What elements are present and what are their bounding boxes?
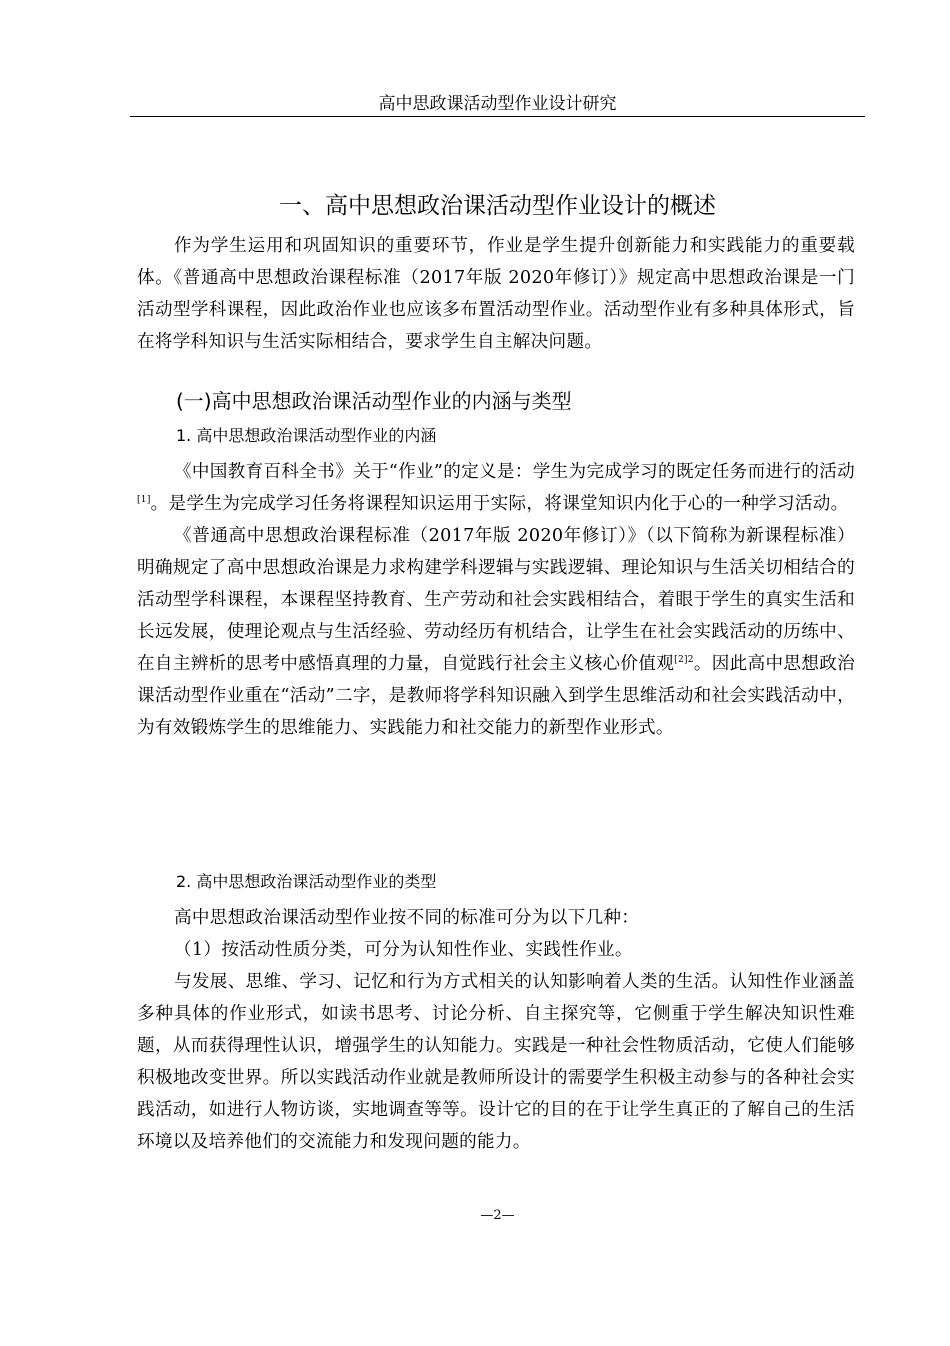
running-header: 高中思政课活动型作业设计研究 <box>378 94 617 114</box>
part1-heading: 1. 高中思想政治课活动型作业的内涵 <box>176 426 437 445</box>
intro-paragraph: 作为学生运用和巩固知识的重要环节，作业是学生提升创新能力和实践能力的重要载体。《普通高中思想政治课程标准（2017年版 2020年修订）》规定高中思想政治课是一门活动型学科课程，因此政治作业也应该多布置活动型作业。活动型作业有多种具体形式，旨在将学科知识与生活实际相结合，要求学生自主解决问题。 <box>137 236 855 352</box>
part1-p2-text: 《普通高中思想政治课程标准（2017年版 2020年修订）》（以下简称为新课程标准）明确规定了高中思想政治课是力求构建学科逻辑与实践逻辑、理论知识与生活关切相结合的活动型学科课程，本课程坚持教育、生产劳动和社会实践相结合，着眼于学生的真实生活和长远发展，使理论观点与生活经验、劳动经历有机结合，让学生在社会实践活动的历练中、在自主辨析的思考中感悟真理的力量，自觉践行社会主义核心价值观 <box>137 526 855 674</box>
part2-block <box>137 902 855 1158</box>
section-title: 一、高中思想政治课活动型作业设计的概述 <box>279 193 716 219</box>
page-number: —2— <box>480 1208 515 1223</box>
part1-p1-text-end: 。是学生为完成学习任务将课程知识运用于实际，将课堂知识内化于心的一种学习活动。 <box>150 494 849 514</box>
citation-ref-1: [1] <box>137 495 151 505</box>
subsection-title: (一)高中思想政治课活动型作业的内涵与类型 <box>176 389 572 413</box>
header-rule <box>130 116 865 117</box>
citation-ref-2: [2]2 <box>674 655 694 665</box>
intro-block <box>137 230 855 358</box>
part1-p1-text: 《中国教育百科全书》关于“作业”的定义是：学生为完成学习的既定任务而进行的活动 <box>173 462 855 482</box>
part2-paragraph-3: 与发展、思维、学习、记忆和行为方式相关的认知影响着人类的生活。认知性作业涵盖多种具体的作业形式，如读书思考、讨论分析、自主探究等，它侧重于学生解决知识性难题，从而获得理性认识，增强学生的认知能力。实践是一种社会性物质活动，它使人们能够积极地改变世界。所以实践活动作业就是教师所设计的需要学生积极主动参与的各种社会实践活动，如进行人物访谈，实地调查等等。设计它的目的在于让学生真正的了解自己的生活环境以及培养他们的交流能力和发现问题的能力。 <box>137 972 855 1152</box>
part1-paragraph-2 <box>137 520 855 744</box>
part1-p2-text-end: 。因此高中思想政治课活动型作业重在“活动”二字，是教师将学科知识融入到学生思维活动和社会实践活动中，为有效锻炼学生的思维能力、实践能力和社交能力的新型作业形式。 <box>137 654 855 738</box>
part1-paragraph-1 <box>137 456 855 520</box>
part2-paragraph-1: 高中思想政治课活动型作业按不同的标准可分为以下几种： <box>173 908 640 928</box>
part2-paragraph-2: （1）按活动性质分类，可分为认知性作业、实践性作业。 <box>173 940 633 960</box>
part2-heading: 2. 高中思想政治课活动型作业的类型 <box>176 872 437 891</box>
part1-block <box>137 456 855 744</box>
